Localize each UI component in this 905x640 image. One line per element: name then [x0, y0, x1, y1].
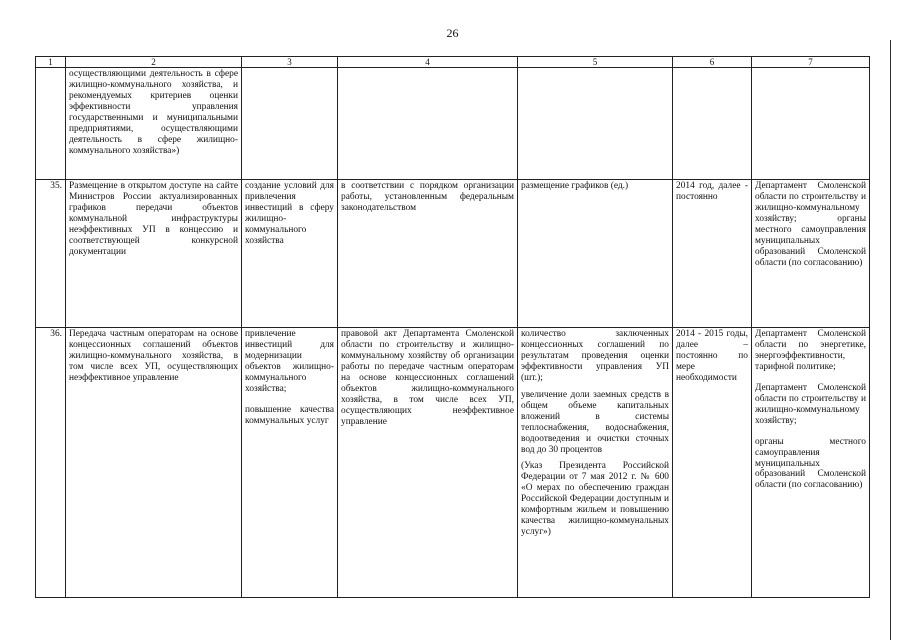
table-row-36	[36, 328, 870, 598]
table-row-continued	[36, 68, 870, 180]
row-number: 36.	[36, 328, 66, 598]
goal-cell	[242, 328, 338, 598]
indicator-text: размещение графиков (ед.)	[521, 181, 629, 192]
goal-text: повышение качества коммунальных услуг	[245, 404, 334, 426]
measure-cell: Передача частным операторам на основе концессионных соглашений объектов жилищно-коммунального хозяйства, в том числе всех УП, осуществляющих неэффективное управление	[66, 328, 242, 598]
page-number: 26	[446, 26, 459, 40]
column-number: 2	[66, 57, 242, 68]
measure-cell: осуществляющими деятельность в сфере жилищно-коммунального хозяйства, и рекомендуемых критериев оценки эффективности управления государственными и муниципальными предприятиями, осуществляющими деятельность в сфере жилищно-коммунального хозяйства»)	[66, 68, 242, 180]
row-number: 35.	[36, 180, 66, 328]
term-cell: 2014 год, далее - постоянно	[673, 180, 752, 328]
measure-cell: Размещение в открытом доступе на сайте Министров России актуализированных графиков передачи объектов коммунальной инфраструктуры неэффективных УП в концессию и соответствующей конкурсной документации	[66, 180, 242, 328]
indicator-cell	[518, 68, 673, 180]
responsible-text: Департамент Смоленской области по строительству и жилищно-коммунальному хозяйству;	[755, 383, 866, 426]
indicator-cell	[518, 180, 673, 328]
responsible-text: органы местного самоуправления муниципальных образований Смоленской области (по согласованию)	[755, 436, 866, 491]
column-number: 5	[518, 57, 673, 68]
column-number: 4	[338, 57, 518, 68]
goal-text: создание условий для привлечения инвестиций в сферу жилищно-коммунального хозяйства	[245, 181, 334, 246]
page-edge-line	[890, 40, 891, 640]
goal-cell	[242, 180, 338, 328]
responsible-text: Департамент Смоленской области по строительству и жилищно-коммунальному хозяйству; органы местного самоуправления муниципальных образований Смоленской области (по согласованию)	[755, 181, 866, 268]
measures-table	[35, 56, 870, 598]
responsible-cell	[752, 180, 870, 328]
goal-text: привлечение инвестиций для модернизации объектов жилищно-коммунального хозяйства;	[245, 329, 334, 394]
decree-reference: (Указ Президента Российской Федерации от 7 мая 2012 г. № 600 «О мерах по обеспечению граждан Российской Федерации доступным и комфортным жильем и повышению качества жилищно-коммунальных услуг»)	[521, 461, 669, 537]
column-number: 6	[673, 57, 752, 68]
term-cell	[673, 68, 752, 180]
column-number: 3	[242, 57, 338, 68]
table-row-35	[36, 180, 870, 328]
indicator-text: увеличение доли заемных средств в общем объеме капитальных вложений в системы теплоснабжения, водоснабжения, водоотведения и очистки сточных вод до 30 процентов	[521, 389, 669, 455]
responsible-text: Департамент Смоленской области по энергетике, энергоэффективности, тарифной политике;	[755, 329, 866, 373]
column-number: 7	[752, 57, 870, 68]
goal-cell	[242, 68, 338, 180]
column-number: 1	[36, 57, 66, 68]
column-number-row	[36, 57, 870, 68]
responsible-cell	[752, 328, 870, 598]
term-cell: 2014 - 2015 годы, далее – постоянно по мере необходимости	[673, 328, 752, 598]
responsible-cell	[752, 68, 870, 180]
document-cell: в соответствии с порядком организации работы, установленным федеральным законодательством	[338, 180, 518, 328]
document-cell	[338, 68, 518, 180]
document-cell: правовой акт Департамента Смоленской области по строительству и жилищно-коммунальному хозяйству об организации работы по передаче частным операторам на основе концессионных соглашений объектов жилищно-коммунального хозяйства, в том числе всех УП, осуществляющих неэффективное управление	[338, 328, 518, 598]
row-number	[36, 68, 66, 180]
indicator-text: количество заключенных концессионных соглашений по результатам проведения оценки эффективности управления УП (шт.);	[521, 329, 669, 384]
indicator-cell	[518, 328, 673, 598]
